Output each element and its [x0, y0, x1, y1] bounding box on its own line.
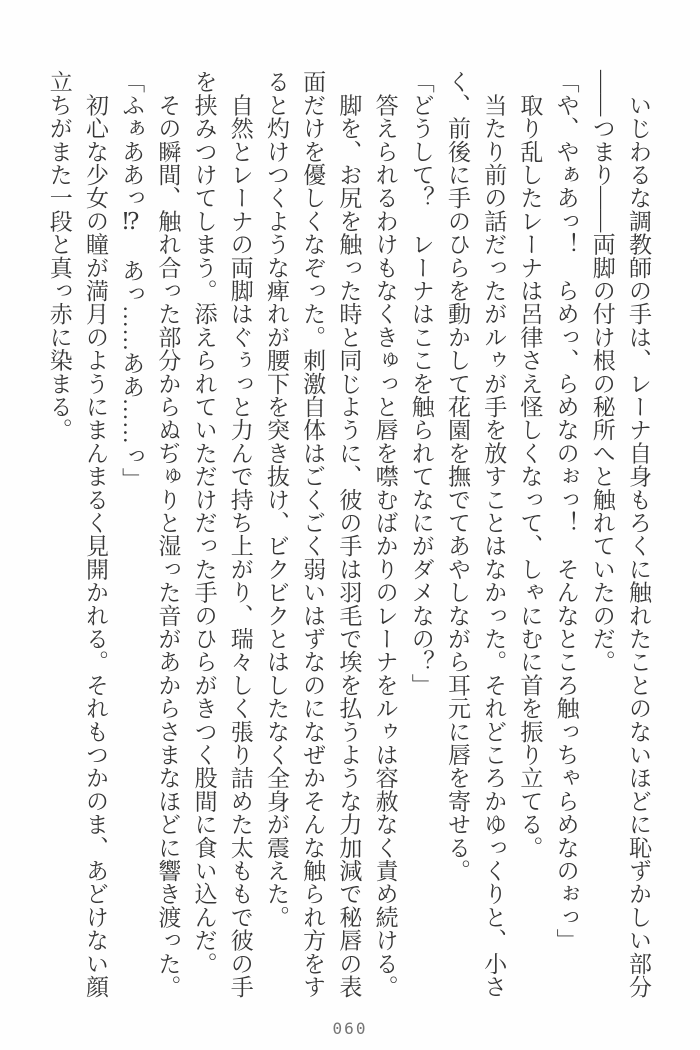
text-line: 自然とレーナの両脚はぐぅっと力んで持ち上がり、瑞々しく張り詰めた太ももで彼の手: [227, 70, 253, 998]
text-line: ――つまり――両脚の付け根の秘所へと触れていたのだ。: [589, 70, 615, 674]
text-line: その瞬間、触れ合った部分からぬぢゅりと湿った音があからさまなほどに響き渡った。: [155, 70, 181, 998]
text-line: いじわるな調教師の手は、レーナ自身もろくに触れたことのないほどに恥ずかしい部分: [626, 70, 651, 998]
text-line: 脚を、お尻を触った時と同じように、彼の手は羽毛で埃を払うような力加減で秘唇の表: [336, 70, 362, 999]
text-line: ると灼けつくような痺れが腰下を突き抜け、ビクビクとはしたなく全身が震えた。: [263, 70, 289, 929]
text-line: 「ふぁああっ⁉ あっ……ああ……っ」: [119, 70, 145, 491]
novel-text-block: [40, 70, 656, 1002]
page-number: 060: [332, 1019, 368, 1038]
text-line: 当たり前の話だったがルゥが手を放すことはなかった。それどころかゆっくりと、小さ: [481, 70, 507, 998]
text-line: 「や、やぁあっ！ らめっ、らめなのぉっ！ そんなところ触っちゃらめなのぉっ」: [553, 70, 579, 952]
text-line: 面だけを優しくなぞった。刺激自体はごくごく弱いはずなのになぜかそんな触られ方をす: [300, 70, 326, 998]
text-line: 「どうして？ レーナはここを触られてなにがダメなの？」: [408, 70, 434, 697]
text-line: 初心な少女の瞳が満月のようにまんまるく見開かれる。それもつかのま、あどけない顔: [82, 70, 108, 998]
text-line: 取り乱したレーナは呂律さえ怪しくなって、しゃにむに首を振り立てる。: [517, 70, 543, 859]
text-line: 答えられるわけもなくきゅっと唇を噤むばかりのレーナをルゥは容赦なく責め続ける。: [372, 70, 398, 998]
text-line: 立ちがまた一段と真っ赤に染まる。: [46, 70, 72, 442]
text-line: を挟みつけてしまう。添えられていただけだった手のひらがきつく股間に食い込んだ。: [191, 70, 217, 975]
text-line: く、前後に手のひらを動かして花園を撫でてあやしながら耳元に唇を寄せる。: [444, 70, 470, 882]
